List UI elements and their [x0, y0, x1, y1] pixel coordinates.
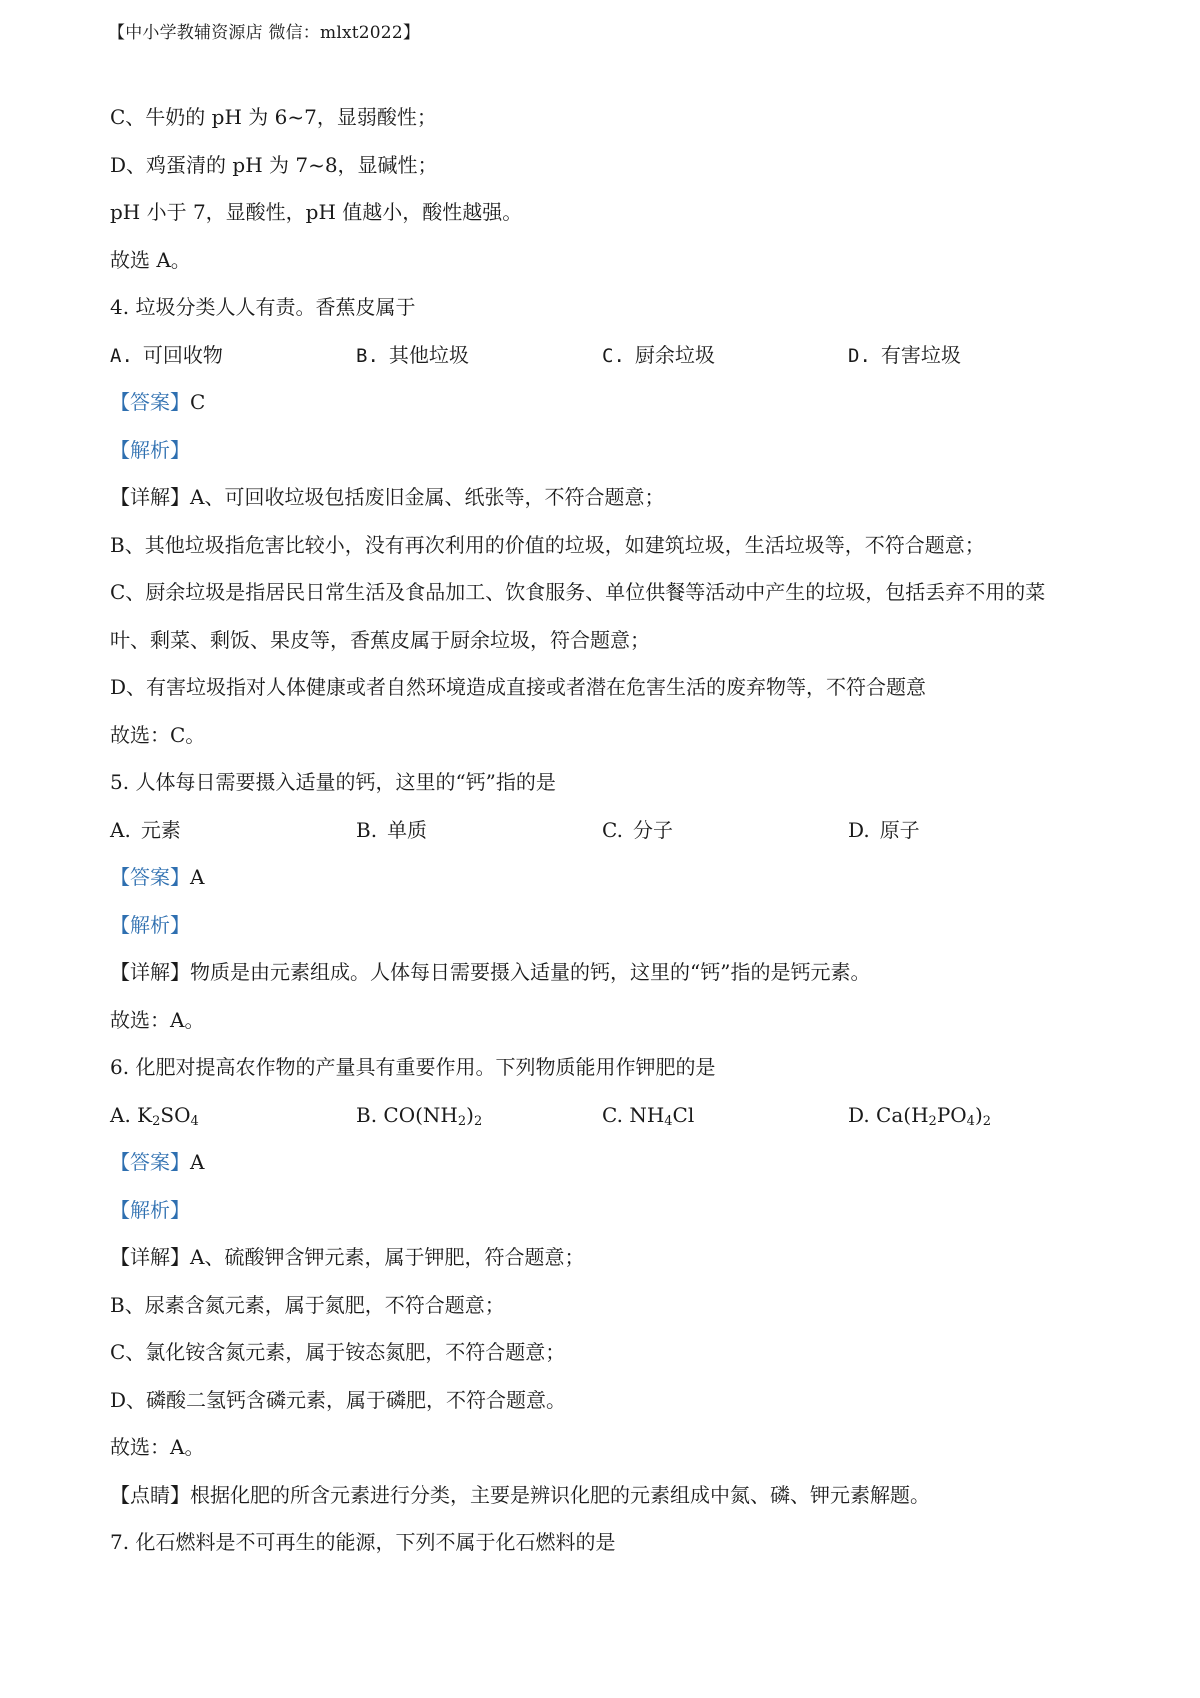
- q5-options: [110, 807, 1110, 855]
- detail-tag: 【详解】: [110, 485, 190, 509]
- q3-option-d-explanation: D、鸡蛋清的 pH 为 7~8，显碱性；: [110, 152, 438, 177]
- q3-ph-rule: pH 小于 7，显酸性，pH 值越小，酸性越强。: [110, 200, 523, 224]
- q4-detail-c1: C、厨余垃圾是指居民日常生活及食品加工、饮食服务、单位供餐等活动中产生的垃圾，包括丢弃不用的菜: [110, 580, 1046, 604]
- q4-detail-b: B、其他垃圾指危害比较小，没有再次利用的价值的垃圾，如建筑垃圾，生活垃圾等，不符合题意；: [110, 532, 985, 557]
- analysis-tag: 【解析】: [110, 912, 190, 937]
- q4-detail-a: 【详解】A、可回收垃圾包括废旧金属、纸张等，不符合题意；: [110, 485, 665, 509]
- q5-option-d: D. 原子: [848, 817, 920, 842]
- q4-detail-d: D、有害垃圾指对人体健康或者自然环境造成直接或者潜在危害生活的废弃物等，不符合题意: [110, 675, 927, 699]
- q4-option-b: B. 其他垃圾: [356, 342, 469, 367]
- q4-option-a: A. 可回收物: [110, 342, 223, 367]
- q5-analysis: [110, 902, 1110, 950]
- q6-option-c: C. $NH_4Cl$: [602, 1102, 695, 1129]
- q3-option-c-explanation: C、牛奶的 pH 为 6~7，显弱酸性；: [110, 105, 437, 129]
- q5-option-b: B. 单质: [356, 817, 428, 842]
- q4-options: [110, 332, 1110, 380]
- q6-option-d: D. $Ca(H_2PO_4)_2$: [848, 1102, 992, 1129]
- answer-tag: 【答案】: [110, 390, 190, 414]
- q6-comment: 【点睛】根据化肥的所含元素进行分类，主要是辨识化肥的元素组成中氮、磷、钾元素解题。: [110, 1482, 930, 1507]
- q6-detail-b: B、尿素含氮元素，属于氮肥，不符合题意；: [110, 1292, 505, 1317]
- document-body: [110, 94, 1110, 1567]
- q4-option-c: C. 厨余垃圾: [602, 342, 715, 367]
- q5-detail: 【详解】物质是由元素组成。人体每日需要摄入适量的钙，这里的“钙”指的是钙元素。: [110, 960, 871, 984]
- detail-tag: 【详解】: [110, 1245, 190, 1269]
- q5-option-c: C. 分子: [602, 817, 673, 842]
- q4-choose: 故选：C。: [110, 722, 206, 747]
- answer-tag: 【答案】: [110, 865, 190, 889]
- q6-detail-c: C、氯化铵含氮元素，属于铵态氮肥，不符合题意；: [110, 1340, 566, 1364]
- q6-answer: 【答案】A: [110, 1150, 205, 1174]
- q5-answer: 【答案】A: [110, 865, 205, 889]
- page-header-watermark: 【中小学教辅资源店 微信：mlxt2022】: [108, 23, 421, 43]
- answer-tag: 【答案】: [110, 1150, 190, 1174]
- q6-detail-d: D、磷酸二氢钙含磷元素，属于磷肥，不符合题意。: [110, 1387, 567, 1412]
- q4-answer: 【答案】C: [110, 390, 206, 414]
- q6-options: [110, 1092, 1110, 1140]
- analysis-tag: 【解析】: [110, 1197, 190, 1222]
- q4-option-d: D. 有害垃圾: [848, 342, 961, 367]
- q5-option-a: A. 元素: [110, 817, 181, 842]
- q6-analysis: [110, 1187, 1110, 1235]
- q5-choose: 故选：A。: [110, 1007, 205, 1032]
- q4-analysis: [110, 427, 1110, 475]
- q3-choose: 故选 A。: [110, 247, 191, 272]
- q6-option-a: A. $K_2SO_4$: [110, 1102, 199, 1129]
- q6-option-b: B. $CO(NH_2)_2$: [356, 1102, 483, 1129]
- q6-question: 6. 化肥对提高农作物的产量具有重要作用。下列物质能用作钾肥的是: [110, 1055, 716, 1079]
- q5-question: 5. 人体每日需要摄入适量的钙，这里的“钙”指的是: [110, 770, 556, 794]
- q7-question: 7. 化石燃料是不可再生的能源，下列不属于化石燃料的是: [110, 1530, 616, 1554]
- q4-question: 4. 垃圾分类人人有责。香蕉皮属于: [110, 295, 416, 319]
- q4-detail-c2: 叶、剩菜、剩饭、果皮等，香蕉皮属于厨余垃圾，符合题意；: [110, 627, 650, 652]
- q6-choose: 故选：A。: [110, 1435, 205, 1459]
- analysis-tag: 【解析】: [110, 437, 190, 462]
- detail-tag: 【详解】: [110, 960, 190, 984]
- q6-detail-a: 【详解】A、硫酸钾含钾元素，属于钾肥，符合题意；: [110, 1245, 585, 1269]
- comment-tag: 【点睛】: [110, 1482, 190, 1507]
